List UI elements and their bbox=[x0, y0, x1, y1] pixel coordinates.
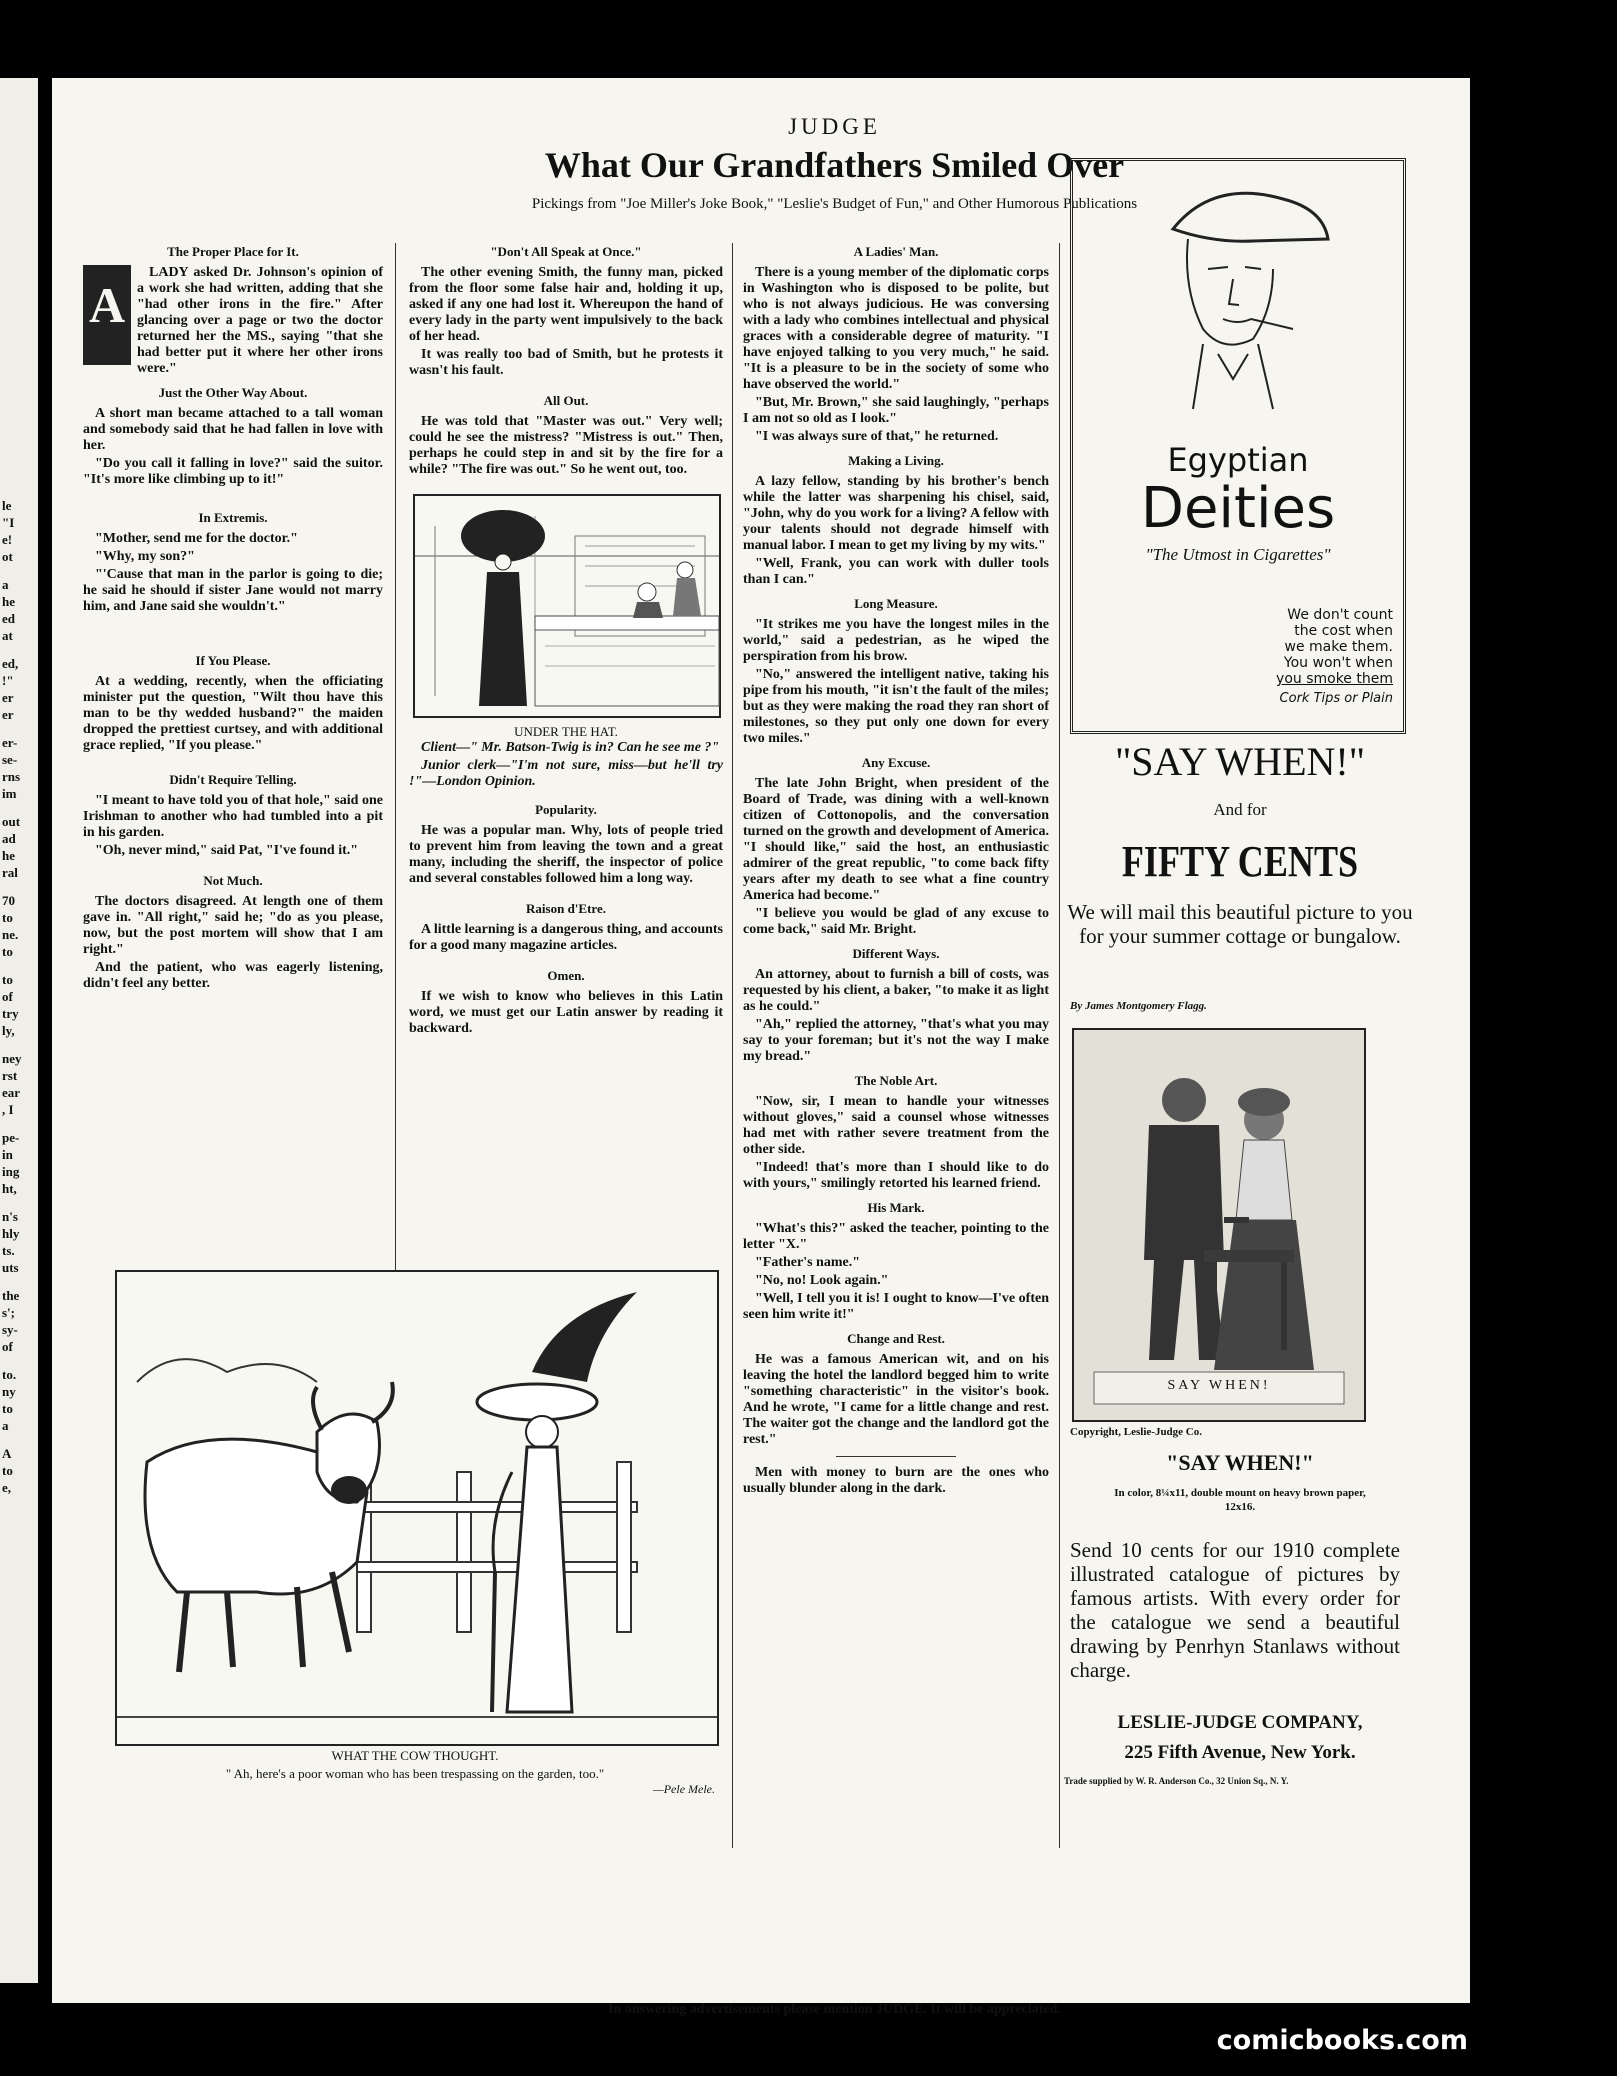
cow-caption: WHAT THE COW THOUGHT. bbox=[331, 1748, 499, 1763]
pitch-line: we make them. bbox=[1284, 639, 1393, 655]
left-page-fragment-text: le bbox=[2, 498, 12, 513]
article-text: "Ah," replied the attorney, "that's what you may say to your foreman; but it's not the way I make my bread." bbox=[743, 1017, 1049, 1064]
brand-line-2: Deities bbox=[1140, 476, 1336, 541]
article-title: Change and Rest. bbox=[847, 1331, 945, 1346]
cow-illustration bbox=[115, 1270, 719, 1746]
left-page-fragment-text: of bbox=[2, 989, 13, 1004]
article-title: Not Much. bbox=[203, 873, 263, 888]
article-text: And the patient, who was eagerly listening, didn't feel any better. bbox=[83, 960, 383, 991]
article-text: "No, no! Look again." bbox=[755, 1273, 889, 1288]
left-page-fragment-text: ht, bbox=[2, 1181, 17, 1196]
article-text: "Well, Frank, you can work with duller tools than I can." bbox=[743, 556, 1049, 587]
left-page-fragment-text: rns bbox=[2, 769, 21, 784]
left-page-fragment-text: to bbox=[2, 972, 13, 987]
artist-credit: By James Montgomery Flagg. bbox=[1070, 1000, 1207, 1012]
left-page-fragment-text: ed bbox=[2, 611, 15, 626]
column-rule bbox=[395, 243, 396, 1318]
article-text: "I believe you would be glad of any excuse to come back," said Mr. Bright. bbox=[743, 906, 1049, 937]
left-page-fragment-text: e, bbox=[2, 1480, 12, 1495]
left-page-fragment-text: out bbox=[2, 814, 21, 829]
column-rule bbox=[732, 243, 733, 1848]
left-page-fragment-text: 70 bbox=[2, 893, 15, 908]
article-title: Any Excuse. bbox=[861, 755, 931, 770]
article-text: He was a famous American wit, and on his leaving the hotel the landlord begged him to write "something characteristic" in the visitor's book. And he wrote, "I came for a little change and rest. The waiter got the change and the landlord got the rest." bbox=[743, 1352, 1049, 1447]
picture-sign-text: SAY WHEN! bbox=[1167, 1378, 1271, 1393]
left-page-fragment-text: to bbox=[2, 1463, 13, 1478]
article-text: The doctors disagreed. At length one of them gave in. "All right," said he; "do as you please, now, but the post mortem will show that I am right." bbox=[83, 894, 383, 957]
say-when-headline: "SAY WHEN!" bbox=[1114, 739, 1366, 784]
caption-dialog: Junior clerk—"I'm not sure, miss—but he'll try !"—London Opinion. bbox=[409, 758, 723, 789]
pitch-line: the cost when bbox=[1294, 623, 1393, 639]
and-for-text: And for bbox=[1213, 800, 1267, 819]
article-title: His Mark. bbox=[867, 1200, 925, 1215]
brand-line-1: Egyptian bbox=[1167, 441, 1309, 479]
left-page-fragment-text: A bbox=[2, 1446, 12, 1461]
catalogue-offer: Send 10 cents for our 1910 complete illustrated catalogue of pictures by famous artists. With every order for the catalogue we send a beautiful drawing by Penrhyn Stanlaws without charge. bbox=[1070, 1538, 1400, 1682]
article-title: Making a Living. bbox=[848, 453, 944, 468]
left-page-fragment-text: pe- bbox=[2, 1130, 20, 1145]
article-title: In Extremis. bbox=[198, 510, 268, 525]
company-name: LESLIE-JUDGE COMPANY, bbox=[1117, 1712, 1363, 1733]
left-page-fragment-text: ral bbox=[2, 865, 18, 880]
picture-spec: In color, 8¼x11, double mount on heavy brown paper, 12x16. bbox=[1114, 1487, 1366, 1513]
cow-credit: —Pele Mele. bbox=[653, 1782, 715, 1796]
article-title: Different Ways. bbox=[852, 946, 940, 961]
article-text: The other evening Smith, the funny man, picked from the floor some false hair and, holding it up, asked if any one had lost it. Whereupon the hand of every lady in the party went impulsively to the back of her head. bbox=[409, 265, 723, 344]
article-title: A Ladies' Man. bbox=[853, 244, 939, 259]
left-page-fragment-text: sy- bbox=[2, 1322, 18, 1337]
left-page-fragment-text: ney bbox=[2, 1051, 22, 1066]
left-page-fragment-text: to bbox=[2, 910, 13, 925]
left-page-fragment-text: hly bbox=[2, 1226, 20, 1241]
company-address: 225 Fifth Avenue, New York. bbox=[1124, 1742, 1356, 1763]
article-text: "I was always sure of that," he returned. bbox=[755, 429, 999, 444]
left-page-fragment-text: ny bbox=[2, 1384, 16, 1399]
footer-note: In answering advertisements please mention JUDGE. It will be appreciated. bbox=[608, 2002, 1061, 2017]
page-title: What Our Grandfathers Smiled Over bbox=[544, 145, 1125, 185]
article-text: "Father's name." bbox=[755, 1255, 860, 1270]
article-title: All Out. bbox=[543, 393, 589, 408]
left-page-fragment-text: of bbox=[2, 1339, 13, 1354]
left-page-fragment-text: er bbox=[2, 707, 14, 722]
article-text: There is a young member of the diplomatic corps in Washington who is disposed to be polite, but who is not always judicious. He was conversing with a lady who combines intellectual and physical graces with a considerable degree of maturity. "I have enjoyed talking to you very much," he said. "It is a pleasure to be in the society of some who have observed the world." bbox=[743, 265, 1049, 392]
pitch-line: We don't count bbox=[1287, 607, 1393, 623]
left-page-fragment-text: rst bbox=[2, 1068, 18, 1083]
pitch-line: You won't when bbox=[1283, 655, 1393, 671]
article-title: The Proper Place for It. bbox=[167, 244, 299, 259]
magazine-page bbox=[52, 78, 1470, 2017]
left-page-fragment-text: the bbox=[2, 1288, 20, 1303]
article-text: A little learning is a dangerous thing, and accounts for a good many magazine articles. bbox=[409, 922, 723, 953]
say-when-title: "SAY WHEN!" bbox=[1166, 1450, 1314, 1475]
copyright-line: Copyright, Leslie-Judge Co. bbox=[1070, 1426, 1202, 1438]
article-text: "Oh, never mind," said Pat, "I've found it." bbox=[95, 843, 359, 858]
say-when-picture bbox=[1072, 1028, 1366, 1422]
article-text: "Well, I tell you it is! I ought to know—I've often seen him write it!" bbox=[743, 1291, 1049, 1322]
article-text: Men with money to burn are the ones who usually blunder along in the dark. bbox=[743, 1465, 1049, 1496]
article-title: Just the Other Way About. bbox=[158, 385, 308, 400]
article-title: Omen. bbox=[547, 968, 585, 983]
article-text: "Why, my son?" bbox=[95, 549, 195, 564]
left-page-fragment-text: to bbox=[2, 944, 13, 959]
article-text: "What's this?" asked the teacher, pointing to the letter "X." bbox=[743, 1221, 1049, 1252]
left-page-fragment-text: e! bbox=[2, 532, 13, 547]
article-text: A lazy fellow, standing by his brother's bench while the latter was sharpening his chisel, said, "John, why do you work for a living? A fellow with your talents should not degrade himself with manual labor. I mean to get my living by my wits." bbox=[743, 474, 1049, 553]
left-page-fragment-text: ly, bbox=[2, 1023, 15, 1038]
left-page-fragment-text: a bbox=[2, 577, 9, 592]
trade-supplied-note: Trade supplied by W. R. Anderson Co., 32 Union Sq., N. Y. bbox=[1064, 1776, 1289, 1786]
article-text: A short man became attached to a tall woman and somebody said that he had fallen in love with her. bbox=[83, 406, 383, 453]
article-title: "Don't All Speak at Once." bbox=[490, 244, 642, 259]
left-page-fragment-text: ad bbox=[2, 831, 16, 846]
left-page-fragment-text: s'; bbox=[2, 1305, 15, 1320]
left-page-fragment-text: at bbox=[2, 628, 13, 643]
article-text: "It strikes me you have the longest miles in the world," said a pedestrian, as he wiped the perspiration from his brow. bbox=[743, 617, 1049, 664]
left-page-fragment-text: try bbox=[2, 1006, 19, 1021]
left-page-fragment-text: !" bbox=[2, 673, 14, 688]
caption-dialog: Client—" Mr. Batson-Twig is in? Can he see me ?" bbox=[421, 740, 720, 755]
cow-quote: " Ah, here's a poor woman who has been trespassing on the garden, too." bbox=[225, 1766, 605, 1781]
article-text: If we wish to know who believes in this Latin word, we must get our Latin answer by reading it backward. bbox=[409, 989, 723, 1036]
left-page-fragment-text: ing bbox=[2, 1164, 20, 1179]
article-text: "'Cause that man in the parlor is going to die; he said he should if sister Jane would not marry him, and Jane said she wouldn't." bbox=[83, 567, 383, 614]
article-text: At a wedding, recently, when the officiating minister put the question, "Wilt thou have this man to be thy wedded husband?" the maiden dropped the prettiest curtsey, and with additional grace replied, "If you please." bbox=[83, 674, 383, 753]
left-page-fragment-text: a bbox=[2, 1418, 9, 1433]
price-headline: FIFTY CENTS bbox=[1121, 837, 1359, 886]
subheading: Pickings from "Joe Miller's Joke Book," "Leslie's Budget of Fun," and Other Humorous Publications bbox=[531, 196, 1138, 212]
article-text: "Do you call it falling in love?" said the suitor. "It's more like climbing up to it!" bbox=[83, 456, 383, 487]
article-text: "Now, sir, I mean to handle your witnesses without gloves," said a counsel whose witnesses had met with rather severe treatment from the other side. bbox=[743, 1094, 1049, 1157]
left-page-fragment-text: ne. bbox=[2, 927, 19, 942]
left-page-fragment bbox=[0, 78, 38, 1983]
left-page-fragment-text: , I bbox=[2, 1102, 14, 1117]
left-page-fragment-text: in bbox=[2, 1147, 13, 1162]
couple-picture-drawing bbox=[1074, 1030, 1364, 1420]
article-title: If You Please. bbox=[195, 653, 271, 668]
cow-and-woman-drawing bbox=[117, 1272, 717, 1744]
under-the-hat-illustration bbox=[413, 494, 721, 718]
column-1 bbox=[83, 236, 383, 994]
section-divider bbox=[836, 1456, 956, 1457]
article-title: Long Measure. bbox=[854, 596, 938, 611]
article-title: The Noble Art. bbox=[854, 1073, 938, 1088]
article-text: "I meant to have told you of that hole," said one Irishman to another who had tumbled into a pit in his garden. bbox=[83, 793, 383, 840]
article-title: Popularity. bbox=[535, 802, 597, 817]
brand-tagline: "The Utmost in Cigarettes" bbox=[1145, 545, 1331, 564]
left-page-fragment-text: uts bbox=[2, 1260, 19, 1275]
left-page-fragment-text: ts. bbox=[2, 1243, 15, 1258]
masthead: JUDGE bbox=[788, 114, 881, 139]
article-text: It was really too bad of Smith, but he protests it wasn't his fault. bbox=[409, 347, 723, 378]
left-page-fragment-text: ot bbox=[2, 549, 13, 564]
column-rule bbox=[1059, 243, 1060, 1848]
left-page-fragment-text: to bbox=[2, 1401, 13, 1416]
left-page-fragment-text: he bbox=[2, 848, 15, 863]
offer-text: We will mail this beautiful picture to you for your summer cottage or bungalow. bbox=[1067, 900, 1413, 948]
left-page-fragment-text: se- bbox=[2, 752, 18, 767]
left-page-fragment-text: ed, bbox=[2, 656, 19, 671]
column-3 bbox=[743, 236, 1049, 1499]
article-text: He was a popular man. Why, lots of people tried to prevent him from leaving the town and a great many, including the sheriff, the inspector of police and several constables followed him a long way. bbox=[409, 823, 723, 886]
egyptian-deities-ad bbox=[1070, 158, 1406, 734]
left-page-fragment-text: im bbox=[2, 786, 17, 801]
left-page-fragment-text: er- bbox=[2, 735, 18, 750]
article-title: Raison d'Etre. bbox=[526, 901, 606, 916]
article-text: He was told that "Master was out." Very well; could he see the mistress? "Mistress is out." Then, perhaps he could step in and sit by the fire for a while? "The fire was out." So he went out, too. bbox=[409, 414, 723, 477]
man-portrait-sketch bbox=[1133, 179, 1333, 419]
left-page-fragment-text: "I bbox=[2, 515, 15, 530]
article-text: "No," answered the intelligent native, taking his pipe from his mouth, "it isn't the fault of the miles; but as they were making the road they ran short of milestones, so they put only one down for every two miles." bbox=[743, 667, 1049, 746]
drop-cap: A bbox=[83, 265, 131, 365]
cork-tips-note: Cork Tips or Plain bbox=[1279, 691, 1393, 706]
article-text: "But, Mr. Brown," she said laughingly, "perhaps I am not so old as I look." bbox=[743, 395, 1049, 426]
site-watermark: comicbooks.com bbox=[1216, 2025, 1468, 2056]
left-page-fragment-text: ear bbox=[2, 1085, 21, 1100]
illustration-caption: UNDER THE HAT. bbox=[514, 724, 618, 739]
left-page-fragment-text: er bbox=[2, 690, 14, 705]
article-text: An attorney, about to furnish a bill of costs, was requested by his client, a baker, "to make it as light as he could." bbox=[743, 967, 1049, 1014]
ad-pitch bbox=[1213, 607, 1393, 707]
pitch-line: you smoke them bbox=[1276, 671, 1393, 687]
clerk-office-drawing bbox=[415, 496, 719, 716]
left-page-fragment-text: he bbox=[2, 594, 15, 609]
article-title: Didn't Require Telling. bbox=[169, 772, 297, 787]
article-text: The late John Bright, when president of the Board of Trade, was dining with a well-known citizen of Cottonopolis, and the conversation turned on the growth and development of America. "I should like," said the host, an enthusiastic admirer of the great republic, "to come back fifty years after my death to see what a fine country America had become." bbox=[743, 776, 1049, 903]
article-text: "Indeed! that's more than I should like to do with yours," smilingly retorted his learned friend. bbox=[743, 1160, 1049, 1191]
article-text: "Mother, send me for the doctor." bbox=[95, 531, 298, 546]
left-page-fragment-text: n's bbox=[2, 1209, 18, 1224]
column-2 bbox=[409, 236, 723, 1039]
left-page-fragment-text: to. bbox=[2, 1367, 17, 1382]
article-text: LADY asked Dr. Johnson's opinion of a work she had written, adding that she "had other irons in the fire." After glancing over a page or two the doctor returned her the MS., saying "that she had better put it where her other irons were." bbox=[137, 265, 383, 376]
